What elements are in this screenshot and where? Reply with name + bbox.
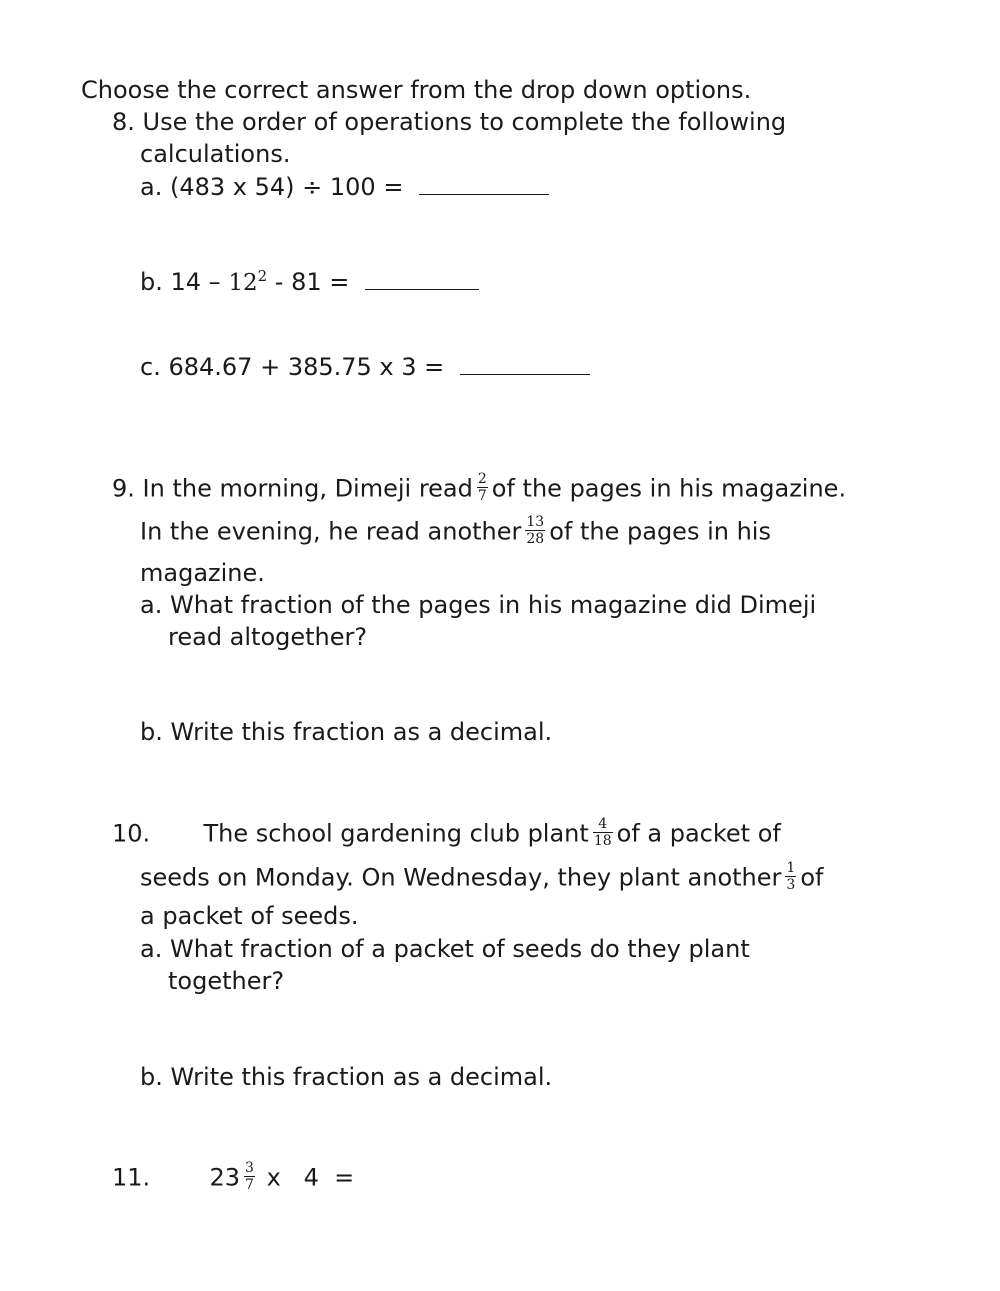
q11-number: 11.: [112, 1163, 151, 1192]
q9-a-label: a.: [140, 591, 163, 619]
q9-line-1-before: In the morning, Dimeji read: [142, 474, 473, 503]
q8-stem-text-1: Use the order of operations to complete the following: [142, 108, 787, 136]
q8-b-label: b.: [140, 268, 163, 296]
q9-line-1: [112, 473, 846, 506]
q10-a-label: a.: [140, 935, 163, 963]
q11-line: [112, 1162, 354, 1195]
q10-a-text-2: together?: [168, 967, 285, 995]
q11-expression-rest: x 4 =: [266, 1163, 355, 1192]
q11-frac-denominator: 7: [245, 1177, 254, 1193]
q9-fraction-morning: [477, 471, 488, 504]
q8-a-answer-blank[interactable]: [419, 172, 549, 195]
q10-line-3: [140, 901, 358, 931]
q10-b-label: b.: [140, 1063, 163, 1091]
q9-frac2-numerator: 13: [526, 514, 545, 530]
q8-stem-line-1: [112, 107, 786, 137]
q9-line-2-after: of the pages in his: [549, 517, 771, 546]
q10-line-2-after: of: [800, 863, 824, 892]
q10-frac2-numerator: 1: [786, 860, 796, 876]
q10-part-a-line-2: [168, 966, 284, 996]
q10-line-2-before: seeds on Monday. On Wednesday, they plant another: [140, 863, 782, 892]
q9-a-text-1: What fraction of the pages in his magazine did Dimeji: [169, 591, 817, 619]
q9-b-label: b.: [140, 718, 163, 746]
q10-fraction-wednesday: [785, 860, 796, 893]
q10-b-text: Write this fraction as a decimal.: [170, 1063, 553, 1091]
q10-line-3-text: a packet of seeds.: [140, 902, 359, 930]
q10-part-b: [140, 1062, 552, 1092]
q8-b-expression-end: - 81 =: [274, 268, 350, 296]
q8-a-label: a.: [140, 173, 163, 201]
q8-b-expression-start: 14 –: [170, 268, 221, 296]
q11-frac-numerator: 3: [245, 1160, 254, 1176]
q8-c-label: c.: [140, 353, 161, 381]
instructions: [81, 75, 751, 105]
q8-stem-line-2: [140, 139, 290, 169]
q11-mixed-fraction: [244, 1160, 255, 1193]
q9-frac1-numerator: 2: [477, 471, 487, 487]
q9-b-text: Write this fraction as a decimal.: [170, 718, 553, 746]
q10-frac1-denominator: 18: [593, 833, 612, 849]
q10-frac2-denominator: 3: [786, 877, 796, 893]
q8-c-answer-blank[interactable]: [460, 352, 590, 375]
q9-line-2: [140, 516, 771, 549]
q10-line-2: [140, 862, 823, 895]
q8-a-expression: (483 x 54) ÷ 100 =: [169, 173, 404, 201]
q9-frac2-denominator: 28: [526, 531, 545, 547]
q9-number: 9.: [112, 474, 135, 503]
q8-b-answer-blank[interactable]: [365, 267, 479, 290]
q10-part-a-line-1: [140, 934, 750, 964]
q10-frac1-numerator: 4: [593, 816, 613, 833]
q9-fraction-evening: [525, 514, 545, 547]
q8-part-a: [140, 172, 549, 202]
q10-fraction-monday: [593, 816, 613, 849]
q8-c-expression: 684.67 + 385.75 x 3 =: [168, 353, 445, 381]
q9-part-b: [140, 717, 552, 747]
q9-part-a-line-1: [140, 590, 816, 620]
q9-part-a-line-2: [168, 622, 367, 652]
q8-b-exponent: 2: [257, 267, 268, 285]
instructions-text: Choose the correct answer from the drop down options.: [81, 76, 752, 104]
q9-frac1-denominator: 7: [477, 488, 487, 504]
q10-line-1-after: of a packet of: [616, 819, 781, 848]
q9-a-text-2: read altogether?: [168, 623, 368, 651]
q8-stem-text-2: calculations.: [140, 140, 291, 168]
q8-b-base: 12: [228, 270, 258, 296]
q8-part-c: [140, 352, 590, 382]
q10-line-1: [112, 818, 781, 851]
q10-number: 10.: [112, 819, 151, 848]
q9-line-3: [140, 558, 265, 588]
q9-line-3-text: magazine.: [140, 559, 265, 587]
q8-number: 8.: [112, 108, 135, 136]
q10-a-text-1: What fraction of a packet of seeds do they plant: [169, 935, 750, 963]
q10-line-1-before: The school gardening club plant: [203, 819, 589, 848]
q9-line-2-before: In the evening, he read another: [140, 517, 522, 546]
q8-part-b: [140, 267, 479, 298]
q11-whole-number: 23: [209, 1163, 240, 1192]
q9-line-1-after: of the pages in his magazine.: [491, 474, 847, 503]
